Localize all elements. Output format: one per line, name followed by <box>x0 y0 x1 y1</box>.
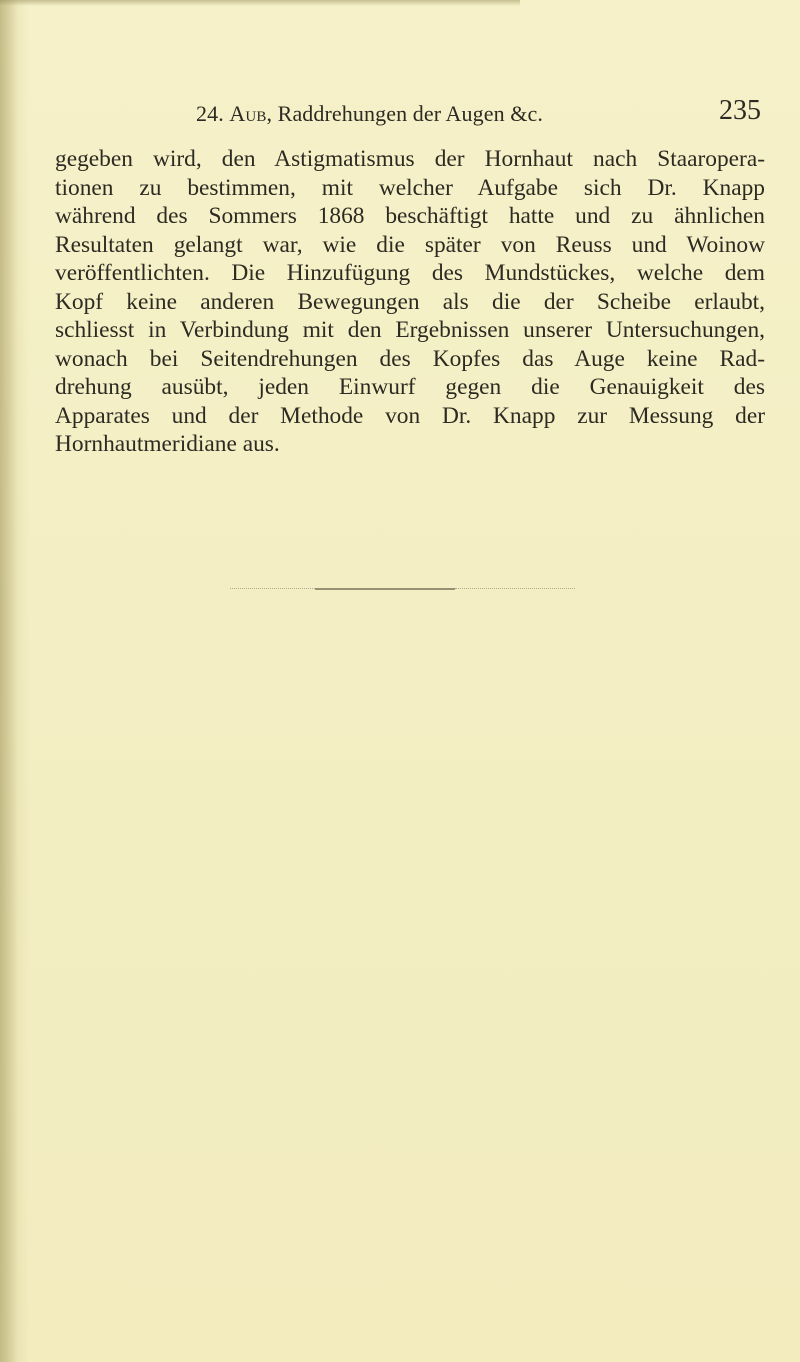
running-head <box>196 95 761 131</box>
text-line: Hornhautmeridiane aus. <box>55 431 280 457</box>
text-line: veröffentlichten. Die Hinzufügung des Mundstückes, welche dem <box>55 260 765 286</box>
binding-shadow <box>0 0 18 1362</box>
text-line: schliesst in Verbindung mit den Ergebnissen unserer Untersuchungen, <box>55 317 765 343</box>
page-number: 235 <box>719 95 761 126</box>
text-line: tionen zu bestimmen, mit welcher Aufgabe sich Dr. Knapp <box>55 174 765 201</box>
text-line: gegeben wird, den Astigmatismus der Hornhaut nach Staaropera- <box>55 146 765 172</box>
chapter-number: 24. <box>196 101 224 126</box>
body-paragraph <box>55 145 765 459</box>
section-rule-left <box>230 588 315 590</box>
text-line: Apparates und der Methode von Dr. Knapp zur Messung der <box>55 402 765 429</box>
text-line: Kopf keine anderen Bewegungen als die der Scheibe erlaubt, <box>55 288 765 315</box>
page-top-edge <box>0 0 520 6</box>
text-line: wonach bei Seitendrehungen des Kopfes das Auge keine Rad- <box>55 345 765 372</box>
text-line: drehung ausübt, jeden Einwurf gegen die Genauigkeit des <box>55 374 765 400</box>
text-line: Resultaten gelangt war, wie die später von Reuss und Woinow <box>55 231 765 258</box>
running-head-title <box>196 101 543 127</box>
text-line: während des Sommers 1868 beschäftigt hatte und zu ähnlichen <box>55 203 765 229</box>
author-name: Aub, <box>229 101 273 126</box>
chapter-title: Raddrehungen der Augen &c. <box>277 101 543 126</box>
section-rule <box>315 588 455 590</box>
section-rule-right <box>455 588 575 590</box>
